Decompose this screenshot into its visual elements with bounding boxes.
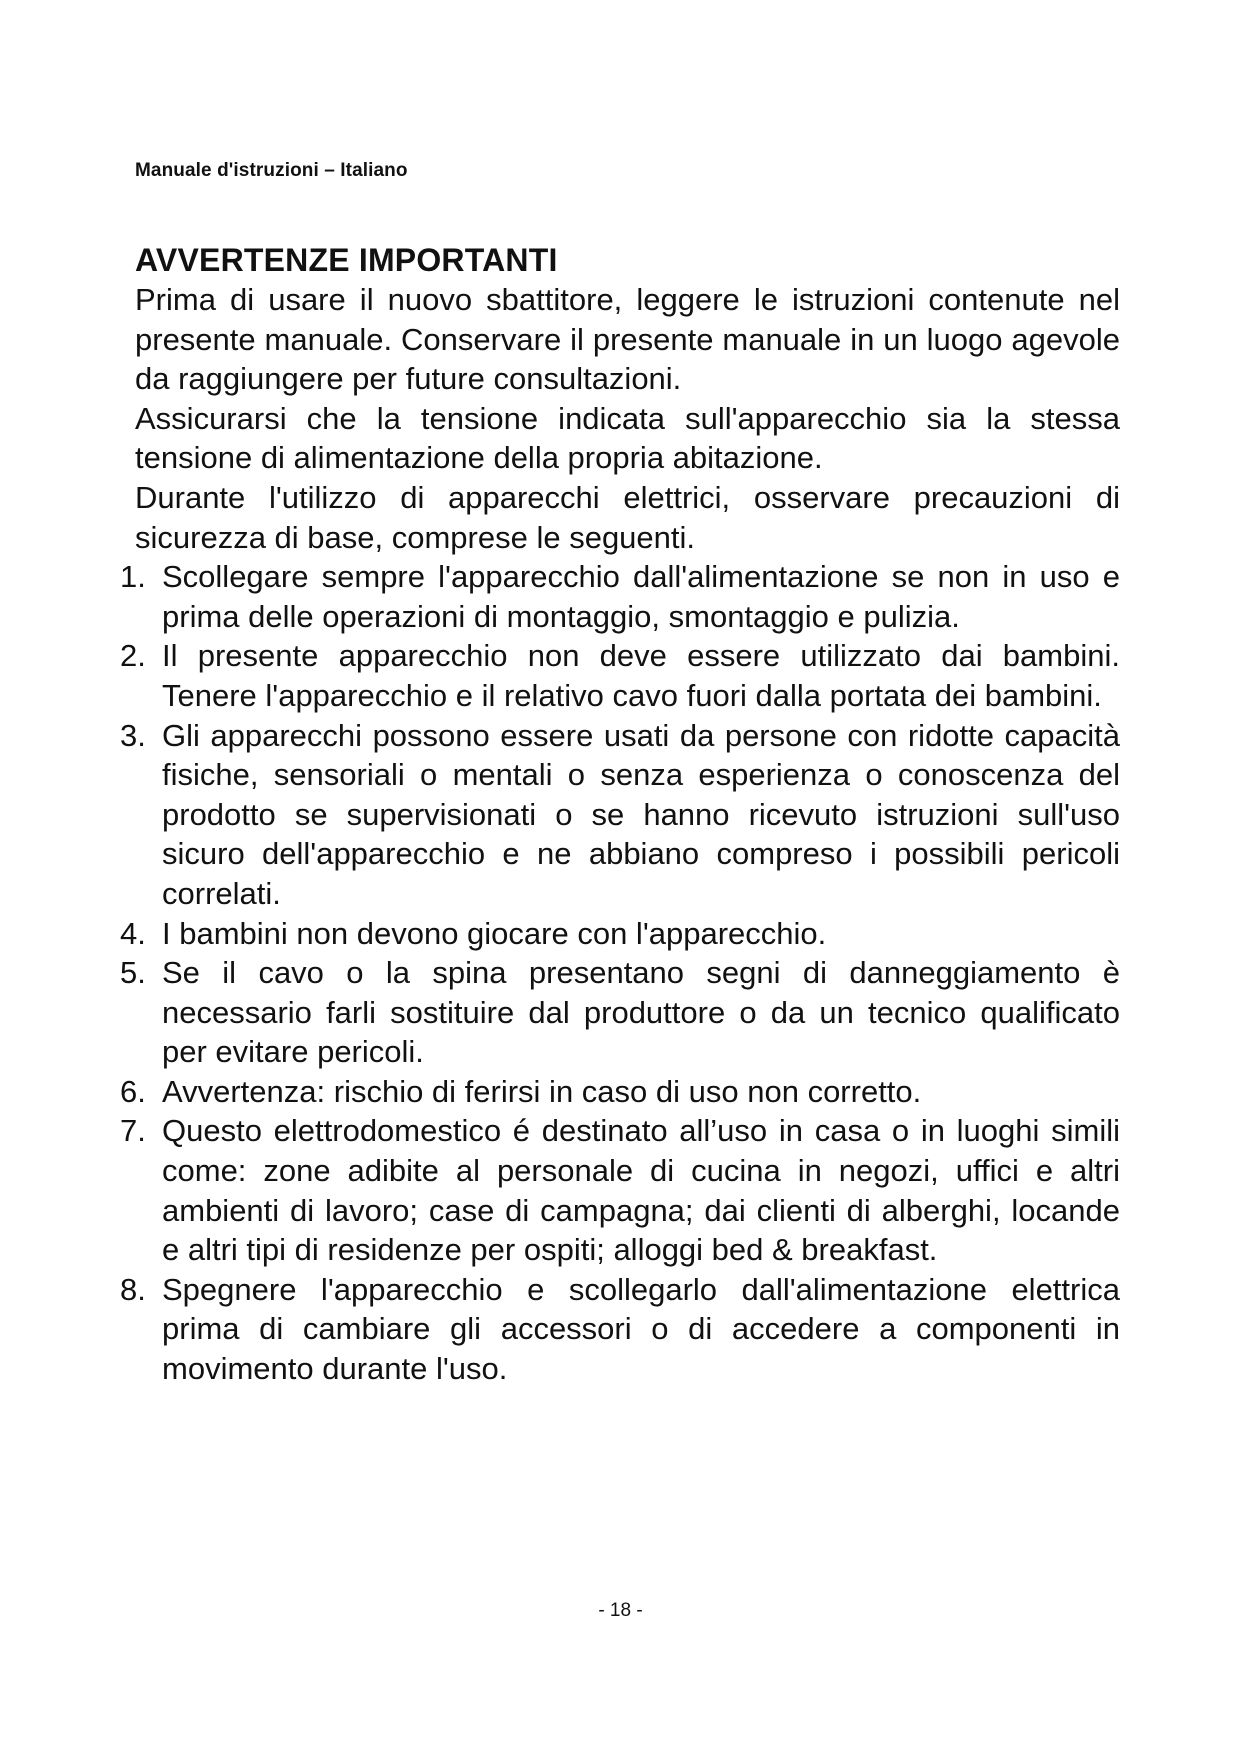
list-item [120,1111,1120,1269]
list-item-number: 3. [120,717,146,753]
list-item [120,1072,1120,1112]
list-item [120,636,1120,715]
list-item-number: 4. [120,915,146,951]
precautions-paragraph: Durante l'utilizzo di apparecchi elettrici, osservare precauzioni di sicurezza di base, comprese le seguenti. [135,479,1120,555]
page-number: - 18 - [598,1600,643,1621]
list-item-text: Se il cavo o la spina presentano segni di danneggiamento è necessario farli sostituire dal produttore o da un tecnico qualificato per evitare pericoli. [162,955,1120,1070]
list-item-text: I bambini non devono giocare con l'apparecchio. [162,915,827,951]
list-item-text: Questo elettrodomestico é destinato all’uso in casa o in luoghi simili come: zone adibite al personale di cucina in negozi, uffici e altri ambienti di lavoro; case di campagna; dai clienti di alberghi, locande e altri tipi di residenze per ospiti; alloggi bed & breakfast. [162,1113,1120,1268]
list-item [120,953,1120,1072]
document-body [120,240,1120,1389]
list-item-number: 8. [120,1271,146,1307]
list-item [120,716,1120,914]
list-item-text: Avvertenza: rischio di ferirsi in caso di uso non corretto. [162,1073,922,1109]
list-item-text: Gli apparecchi possono essere usati da persone con ridotte capacità fisiche, sensoriali o mentali o senza esperienza o conoscenza del prodotto se supervisionati o se hanno ricevuto istruzioni sull'uso sicuro dell'apparecchio e ne abbiano compreso i possibili pericoli correlati. [162,717,1120,911]
list-item-number: 7. [120,1113,146,1149]
section-title: AVVERTENZE IMPORTANTI [135,242,558,278]
list-item-number: 6. [120,1073,146,1109]
list-item-number: 5. [120,955,146,991]
warnings-list [120,557,1120,1388]
list-item-number: 1. [120,559,146,595]
list-item [120,557,1120,636]
list-item [120,1270,1120,1389]
list-item-text: Spegnere l'apparecchio e scollegarlo dall'alimentazione elettrica prima di cambiare gli accessori o di accedere a componenti in movimento durante l'uso. [162,1271,1120,1387]
intro-paragraph: Prima di usare il nuovo sbattitore, leggere le istruzioni contenute nel presente manuale. Conservare il presente manuale in un luogo agevole da raggiungere per future consultazioni. [135,282,1120,397]
list-item-text: Scollegare sempre l'apparecchio dall'alimentazione se non in uso e prima delle operazioni di montaggio, smontaggio e pulizia. [162,559,1120,634]
list-item-text: Il presente apparecchio non deve essere utilizzato dai bambini. Tenere l'apparecchio e il relativo cavo fuori dalla portata dei bambini. [162,638,1120,713]
voltage-paragraph: Assicurarsi che la tensione indicata sull'apparecchio sia la stessa tensione di alimentazione della propria abitazione. [135,400,1120,476]
page-header: Manuale d'istruzioni – Italiano [135,160,408,181]
list-item [120,914,1120,954]
list-item-number: 2. [120,638,146,674]
